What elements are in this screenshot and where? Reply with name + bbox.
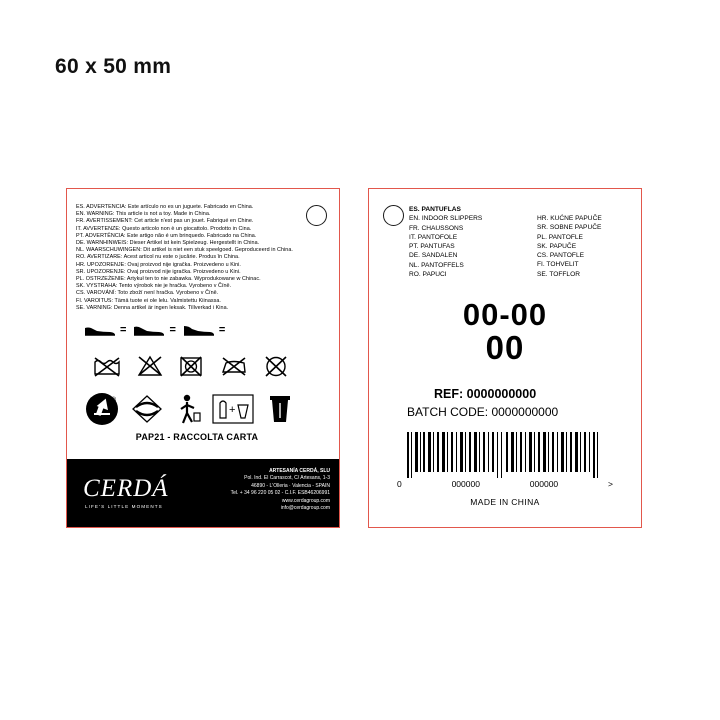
brand-tagline: LIFE'S LITTLE MOMENTS [85,504,163,509]
warning-line: SK. VYSTRAHA: Tento výrobok nie je hračka. Vyrobeno v Číně. [76,283,232,290]
warning-line: SR. UPOZORENJE: Ovaj proizvod nije igračka. Proizvedeno u Kini. [76,268,241,275]
no-tumble-dry-icon [178,354,204,378]
address-line: 46890 - L'Olleria · Valencia - SPAIN [251,482,330,489]
mobius-recycle-icon [85,392,119,426]
paper-bin-icon [265,393,295,425]
warning-line: SE. VARNING: Denna artikel är ingen leksak. Tillverkad i Kina. [76,304,229,311]
barcode-digits [397,479,613,489]
equals-sign: = [218,324,226,336]
no-dry-clean-icon [263,354,289,378]
recycling-symbols-row [85,391,315,427]
product-name-line: IT. PANTOFOLE [409,233,458,241]
warning-line: PT. ADVERTÊNCIA: Este artigo não é um brinquedo. Fabricado na China. [76,232,257,239]
tidy-man-icon [175,393,201,425]
shoe-icon [182,322,216,338]
product-name-line: SR. SOBNE PAPUČE [537,224,602,232]
size-text: 00 [485,329,525,366]
size-range-text: 00-00 [462,297,548,332]
separate-waste-icon [211,393,255,425]
website-line: www.cerdagroup.com [281,497,330,504]
product-name-line: PL. PANTOFLE [537,233,583,241]
barcode-right-mark: > [608,479,613,489]
green-dot-icon [129,393,165,425]
warning-line: PL. OSTRZEŻENIE: Artykuł ten to nie zabawka. Wyprodukowane w Chinac. [76,276,261,283]
warning-line: NL. WAARSCHUWINGEN: Dit artikel is niet een stuk speelgoed. Geproduceerd in China. [76,247,293,254]
warning-line: DE. WARNHINWEIS: Dieser Artikel ist kein Spielzeug. Hergestellt in China. [76,240,260,247]
no-bleach-icon [137,354,163,378]
product-name-line: CS. PANTOFLE [537,252,585,260]
batch-code: BATCH CODE: 0000000000 [407,405,559,419]
made-in-text: MADE IN CHINA [470,497,540,507]
dimension-label: 60 x 50 mm [55,55,172,78]
warning-line: ES. ADVERTENCIA: Este artículo no es un juguete. Fabricado en China. [76,204,254,210]
equals-sign: = [169,324,176,336]
barcode-group-2: 000000 [529,479,559,489]
punch-hole-icon [383,205,404,226]
product-name-line: SE. TOFFLOR [537,270,580,278]
shoe-equivalence-row [83,317,299,343]
right-label-card [368,188,642,528]
company-name: ARTESANÍA CERDÁ, SLU [269,468,330,474]
product-name-line: DE. SANDALEN [409,252,458,260]
warning-line: FR. AVERTISSEMENT: Cet article n'est pas un jouet. Fabriqué en Chine. [76,218,254,225]
svg-text:®: ® [111,397,117,404]
shoe-icon [132,322,166,338]
warning-line: IT. AVVERTENZE: Questo articolo non è un giocattolo. Prodotto in Cina. [76,225,252,232]
warning-text-block [76,204,312,312]
shoe-equivalence-item [182,322,225,338]
product-name-line: FR. CHAUSSONS [409,224,464,232]
company-address-block [170,468,330,512]
barcode-group-1: 000000 [451,479,480,489]
shoe-equivalence-item [83,322,126,338]
shoe-icon [83,322,117,338]
warning-line: HR. UPOZORENJE: Ovaj proizvod nije igračka. Proizvedeno u Kini. [76,261,241,268]
product-name-column-2 [537,214,647,279]
product-name-line: ES. PANTUFLAS [409,206,461,213]
product-name-line: PT. PANTUFAS [409,243,455,251]
equals-sign: = [120,324,127,336]
address-line: Pol. Ind. El Carrascot, C/ Artesans, 1-3 [244,475,330,482]
product-name-line: SK. PAPUČE [537,242,577,250]
brand-name: CERDÁ [83,475,169,502]
product-name-line: EN. INDOOR SLIPPERS [409,215,483,223]
warning-line: RO. AVERTIZARE: Acest articol nu este o jucărie. Produs în China. [76,254,240,261]
product-name-line: FI. TOHVELIT [537,261,579,269]
warning-line: CS. VAROVÁNÍ: Toto zboží není hračka. Vyrobeno v Číně. [76,290,219,297]
product-name-line: HR. KUĆNE PAPUČE [537,215,602,222]
left-label-card [66,188,340,528]
product-name-line: NL. PANTOFFELS [409,261,464,269]
product-name-line: RO. PAPUCI [409,271,447,279]
address-line: Tel. + 34 96 220 05 02 - C.I.F. ESB46206991 [230,490,330,497]
brand-footer [67,459,339,527]
warning-line: EN. WARNING: This article is not a toy. Made in China. [76,211,211,218]
no-iron-icon [220,354,248,378]
care-symbols-row [93,351,289,381]
shoe-equivalence-item [132,322,175,338]
svg-text:+: + [229,404,236,416]
reference-code: REF: 0000000000 [434,387,537,401]
barcode-left-digit: 0 [397,479,402,489]
email-line: info@cerdagroup.com [280,505,330,512]
product-name-column-1 [409,205,529,279]
no-wash-icon [93,354,121,378]
warning-line: FI. VAROITUS: Tämä tuote ei ole lelu. Valmistettu Kiinassa. [76,297,221,304]
barcode [407,432,605,478]
pap-recycling-text: PAP21 - RACCOLTA CARTA [135,432,259,442]
